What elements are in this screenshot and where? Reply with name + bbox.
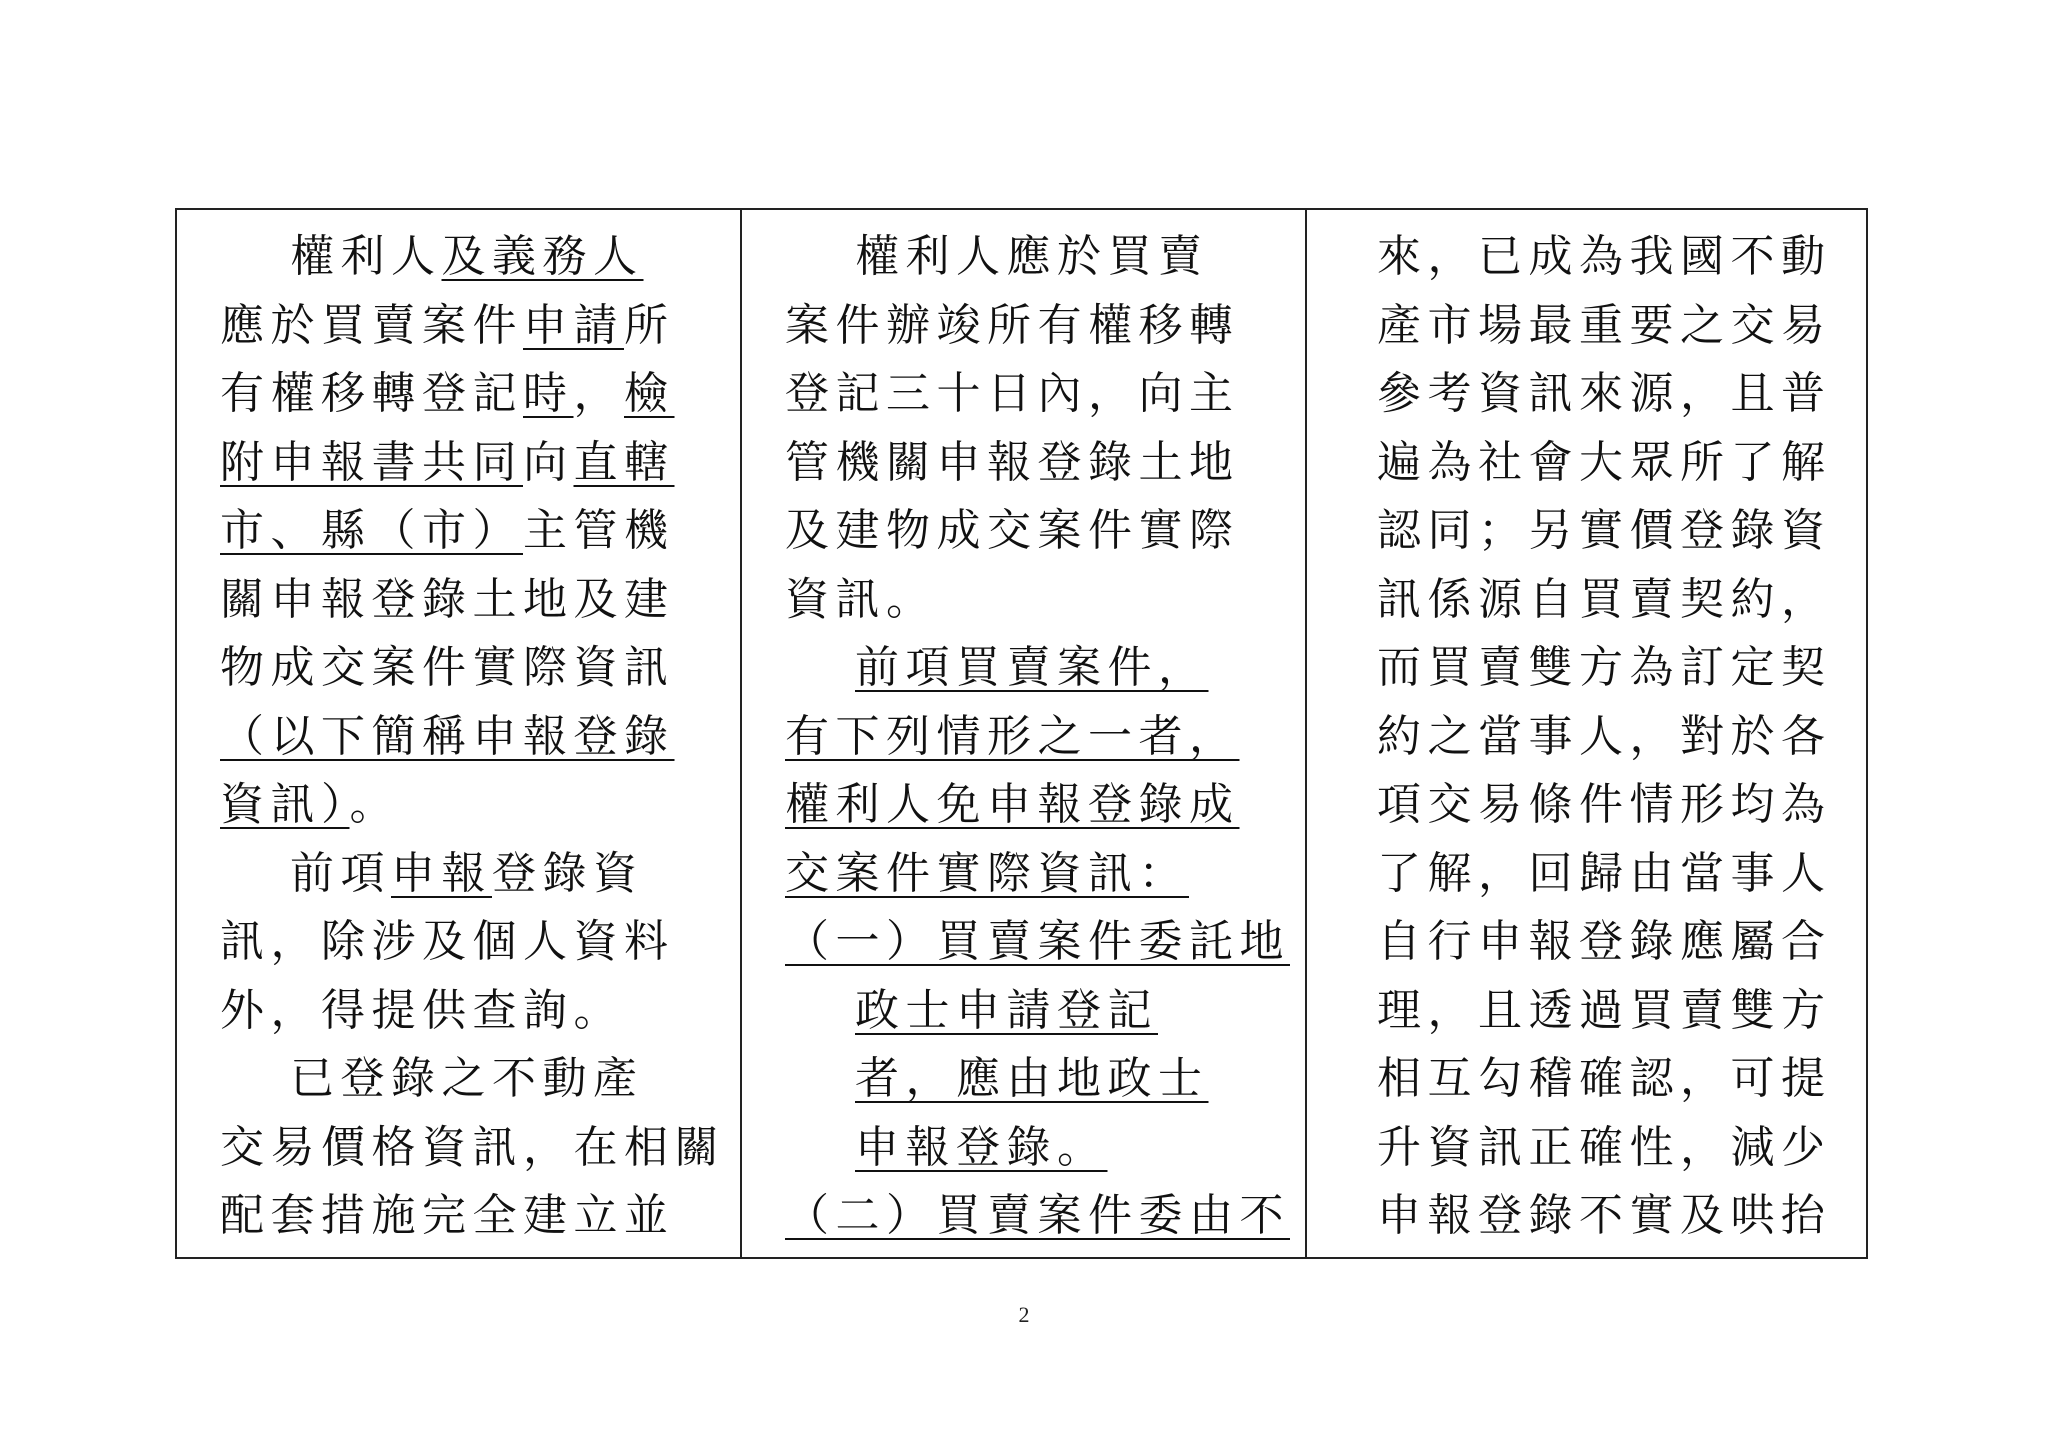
- text-line: [1307, 770, 1866, 840]
- text-line: [742, 359, 1305, 429]
- text-line: [742, 976, 1305, 1046]
- text-line: [177, 907, 740, 977]
- text-line: [177, 770, 740, 840]
- text-line: [177, 839, 740, 909]
- underlined-text-segment: 申報登錄。: [855, 1121, 1108, 1173]
- text-segment: 及建物成交案件實際: [785, 505, 1240, 556]
- text-line: [177, 359, 740, 429]
- text-line: [742, 1113, 1305, 1183]
- text-line: [742, 839, 1305, 909]
- underlined-text-segment: 有下列情形之一者，: [785, 710, 1240, 762]
- text-segment: 理，且透過買賣雙方: [1377, 984, 1832, 1036]
- text-line: [742, 907, 1305, 977]
- text-segment: 約之當事人，對於各: [1377, 710, 1832, 762]
- text-line: [177, 1044, 740, 1114]
- text-line: [1307, 976, 1866, 1046]
- text-segment: 自行申報登錄應屬合: [1377, 916, 1832, 967]
- text-segment: 訊，除涉及個人資料: [220, 916, 675, 967]
- text-segment: 前項: [290, 847, 391, 899]
- underlined-text-segment: 交案件實際資訊：: [785, 847, 1189, 899]
- text-segment: 而買賣雙方為訂定契: [1377, 642, 1832, 693]
- text-segment: 交易價格資訊，在相關: [220, 1121, 725, 1173]
- underlined-text-segment: 政士申請登記: [855, 984, 1158, 1036]
- text-line: [1307, 1044, 1866, 1114]
- underlined-text-segment: 檢: [624, 368, 675, 419]
- text-line: [177, 702, 740, 772]
- text-line: [742, 633, 1305, 703]
- text-segment: 申報登錄不實及哄抬: [1377, 1190, 1832, 1241]
- text-segment: 登錄資: [492, 847, 644, 899]
- text-segment: 向: [523, 436, 574, 488]
- text-segment: 項交易條件情形均為: [1377, 779, 1832, 830]
- text-segment: 相互勾稽確認，可提: [1377, 1053, 1832, 1104]
- table-column-amended-text: [177, 210, 742, 1257]
- text-segment: 來，已成為我國不動: [1377, 231, 1832, 282]
- text-line: [742, 291, 1305, 361]
- text-line: [1307, 222, 1866, 292]
- text-segment: 升資訊正確性，減少: [1377, 1121, 1832, 1173]
- underlined-text-segment: 及義務人: [441, 231, 644, 282]
- text-segment: 遍為社會大眾所了解: [1377, 436, 1832, 488]
- text-segment: 權利人: [290, 231, 442, 282]
- text-line: [742, 565, 1305, 635]
- underlined-text-segment: （一）買賣案件委託地: [785, 916, 1290, 967]
- text-segment: 案件辦竣所有權移轉: [785, 299, 1240, 351]
- text-line: [1307, 428, 1866, 498]
- underlined-text-segment: 直轄: [573, 436, 675, 488]
- text-segment: 產市場最重要之交易: [1377, 299, 1832, 351]
- underlined-text-segment: 申報: [391, 847, 492, 899]
- text-line: [177, 1113, 740, 1183]
- text-segment: 應於買賣案件: [220, 299, 523, 351]
- text-line: [742, 1044, 1305, 1114]
- text-segment: 所: [624, 299, 675, 351]
- text-line: [742, 496, 1305, 566]
- text-line: [742, 770, 1305, 840]
- underlined-text-segment: （二）買賣案件委由不: [785, 1190, 1290, 1241]
- text-line: [177, 222, 740, 292]
- text-segment: 登記三十日內，向主: [785, 368, 1240, 419]
- table-column-current-text: [742, 210, 1307, 1257]
- text-line: [177, 1181, 740, 1251]
- underlined-text-segment: 權利人免申報登錄成: [785, 779, 1240, 830]
- underlined-text-segment: （以下簡稱申報登錄: [220, 710, 675, 762]
- text-segment: 有權移轉登記: [220, 368, 523, 419]
- text-line: [1307, 565, 1866, 635]
- text-line: [1307, 359, 1866, 429]
- text-line: [1307, 633, 1866, 703]
- text-segment: 主管機: [523, 505, 675, 556]
- text-line: [1307, 839, 1866, 909]
- text-line: [1307, 907, 1866, 977]
- table-column-explanation: [1307, 210, 1866, 1257]
- text-segment: 物成交案件實際資訊: [220, 642, 675, 693]
- text-line: [177, 496, 740, 566]
- text-line: [742, 1181, 1305, 1251]
- text-segment: 。: [349, 779, 400, 830]
- underlined-text-segment: 時: [523, 368, 574, 419]
- text-line: [177, 428, 740, 498]
- text-segment: 權利人應於買賣: [855, 231, 1209, 282]
- text-segment: 已登錄之不動產: [290, 1053, 644, 1104]
- text-line: [742, 702, 1305, 772]
- text-segment: 配套措施完全建立並: [220, 1190, 675, 1241]
- underlined-text-segment: 申請: [523, 299, 624, 351]
- text-line: [177, 291, 740, 361]
- text-line: [1307, 1181, 1866, 1251]
- text-line: [177, 976, 740, 1046]
- text-line: [1307, 702, 1866, 772]
- text-segment: 關申報登錄土地及建: [220, 573, 675, 625]
- text-segment: 管機關申報登錄土地: [785, 436, 1240, 488]
- text-line: [1307, 291, 1866, 361]
- underlined-text-segment: 資訊）: [220, 779, 350, 830]
- underlined-text-segment: 附申報書共同: [220, 436, 523, 488]
- text-segment: 資訊。: [785, 573, 937, 625]
- comparison-table: [175, 208, 1868, 1259]
- text-segment: 參考資訊來源，且普: [1377, 368, 1832, 419]
- text-segment: 訊係源自買賣契約，: [1377, 573, 1832, 625]
- text-line: [742, 428, 1305, 498]
- page-number: 2: [1018, 1302, 1030, 1327]
- text-line: [1307, 496, 1866, 566]
- text-segment: 認同；另實價登錄資: [1377, 505, 1832, 556]
- text-segment: 外，得提供查詢。: [220, 984, 624, 1036]
- text-line: [177, 565, 740, 635]
- text-line: [177, 633, 740, 703]
- underlined-text-segment: 市、縣（市）: [220, 505, 523, 556]
- text-segment: 了解，回歸由當事人: [1377, 847, 1832, 899]
- text-segment: ，: [573, 368, 624, 419]
- text-line: [742, 222, 1305, 292]
- underlined-text-segment: 前項買賣案件，: [855, 642, 1209, 693]
- text-line: [1307, 1113, 1866, 1183]
- underlined-text-segment: 者，應由地政士: [855, 1053, 1209, 1104]
